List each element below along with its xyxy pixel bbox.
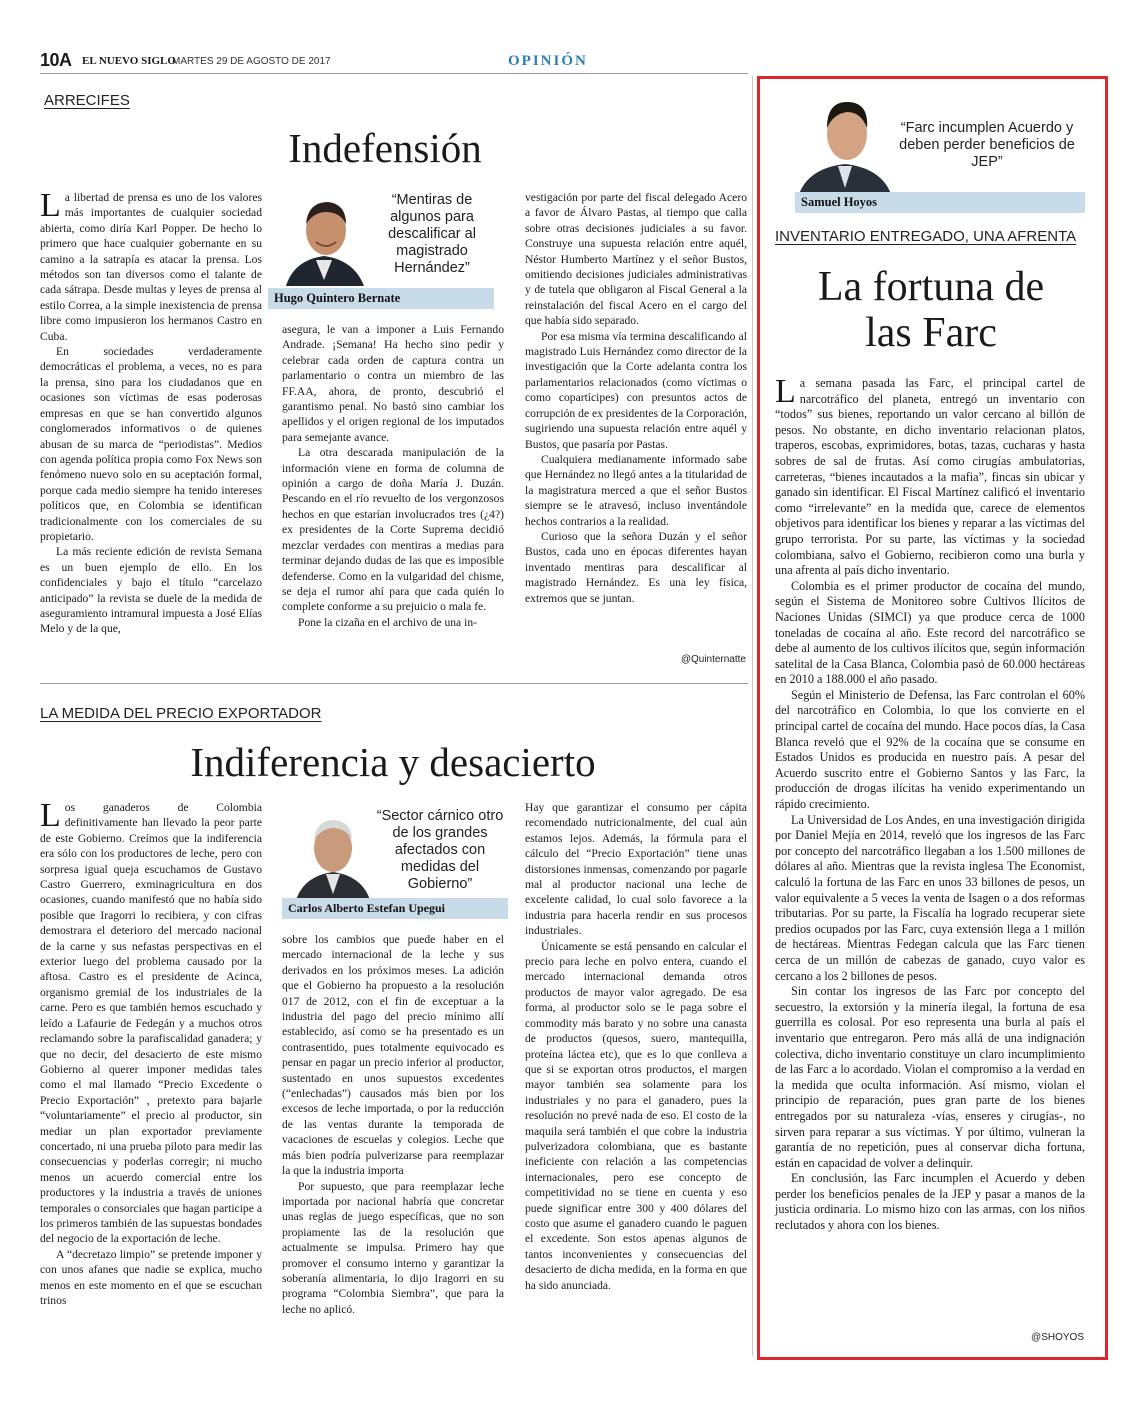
article2-kicker: LA MEDIDA DEL PRECIO EXPORTADOR: [40, 705, 322, 722]
paragraph: Hay que garantizar el consumo per cápita recomendado nutricionalmente, del cual aún estamos lejos. Además, la fórmula para el cálculo del “Precio Exportación” tiene unas distorsiones inmensas, comenzando por pagarle mal al productor nacional una leche de excelente calidad, lo cual solo favorece a la industria para hacerla rendir en sus procesos industriales.: [525, 801, 747, 938]
paragraph: La Universidad de Los Andes, en una investigación dirigida por Daniel Mejía en 2014, reveló que los ingresos de las Farc por concepto del narcotráfico llegaban a los 1.500 millones de dólares al año. Mientras que la revista inglesa The Economist, calculó la fortuna de las Farc en unos 33 billones de pesos, un valor equivalente a 5 veces la venta de Isagen o a dos reformas tributarias. Por su parte, la Fiscalía ha logrado recuperar siete predios ocupados por las Farc, cuya extensión llega a 1 millón de hectáreas. Mientras Fedegan calcula que las Farc tienen cerca de un millón de cabezas de ganado, cuyo valor es cercano a los 2 billones de pesos.: [775, 812, 1085, 983]
paragraph: Únicamente se está pensando en calcular el precio para leche en polvo entera, cuando el mercado internacional demanda otros productos de mayor valor agregado. De esa forma, al productor solo se le paga sobre el commodity más barato y no sobre una canasta de productos (quesos, suero, mantequilla, proteína láctea etc), que es lo que conlleva a que si se exportan otros productos, el margen mayor también sea solamente para los industriales y no para el ganadero, pues la resolución no prevé nada de eso. El costo de la maquila será también el que cobre la industria pulverizadora colombiana, que es bastante ineficiente con relación a las competencias internacionales, pero ese concepto de competitividad no se tiene en cuenta y eso puede significar entre 300 y 400 dólares del costo que asume el ganadero cuando le paguen el excedente. Son estos apenas algunos de tantos inconvenientes y consecuencias del desacierto de dicha medida, en la forma en que ha sido anunciada.: [525, 939, 747, 1292]
article3-title: [768, 264, 1094, 356]
article2-title: Indiferencia y desacierto: [190, 739, 596, 785]
article3-author-box: [795, 92, 1085, 214]
article2-column-3: [525, 800, 747, 1293]
author-photo: [290, 810, 376, 900]
column-divider: [752, 76, 753, 1356]
article1-pull-quote: “Mentiras de algunos para descalificar al magistrado Hernández”: [388, 192, 476, 276]
article3-title-line1: La fortuna de: [817, 264, 1045, 310]
paragraph: A “decretazo limpio” se pretende imponer y con unos afanes que nadie se explica, mucho menos en este momento en el que se escuchan trinos: [40, 1247, 262, 1307]
article3-signature: @SHOYOS: [1031, 1332, 1084, 1343]
article2-author-name: Carlos Alberto Estefan Upegui: [282, 898, 508, 919]
paragraph: Colombia es el primer productor de cocaína del mundo, según el Sistema de Monitoreo sobre Cultivos Ilícitos de Naciones Unidas (SIMCI) ya que produce cerca de 1000 toneladas de cocaína al año. Este record del narcotráfico se debe al aumento de los cultivos ilícitos que, según información satelital de la Casa Blanca, Colombia pasó de 60.000 hectáreas en 2010 a 188.000 el año pasado.: [775, 578, 1085, 687]
paragraph: Pone la cizaña en el archivo de una in-: [298, 615, 477, 629]
paragraph: La semana pasada las Farc, el principal cartel de narcotráfico del planeta, entregó un inventario con “todos” sus bienes, reportando un valor cercano al billón de pesos. No obstante, en dicho inventario relacionan platos, traperos, escobas, exprimidores, botas, tazas, cucharas y hasta sobres de sal de frutas. Así como cirugías ambulatorias, carreteras, “bienes incautados a la mafia”, fincas sin ubicar y ganado sin identificar. El Fiscal Martínez calificó el inventario como “irrelevante” en la medida que, carece de elementos objetivos para identificar los bienes y reparar a las víctimas del grupo terrorista. Por su parte, las víctimas y la sociedad colombiana, salvo el Gobierno, recibieron como una burla y una afrenta al país dicho inventario.: [775, 373, 1085, 578]
paragraph: vestigación por parte del fiscal delegado Acero a favor de Álvaro Pastas, al tiempo que calla sobre otras decisiones judiciales a su favor. Construye una supuesta relación entre aquél, Néstor Humberto Martínez y el señor Bustos, omitiendo decisiones judiciales administrativas y de tutela que obligaron al Fiscal General a la reinstalación del fiscal Acero en el cargo del que había sido separado.: [525, 191, 747, 328]
article1-column-1: [40, 187, 262, 637]
paragraph: Por esa misma vía termina descalificando al magistrado Luis Hernández como director de la investigación que la Corte adelanta contra los parlamentarios relacionados (como víctimas o como copartícipes) con presuntos actos de corrupción de ex presidentes de la Corporación, sugiriendo una supuesta relación entre aquél y Bustos, que pasaría por Pastas.: [525, 329, 747, 451]
header-divider: [40, 73, 748, 74]
article3-pull-quote: “Farc incumplen Acuerdo y deben perder beneficios de JEP”: [899, 120, 1075, 170]
drop-cap: L: [775, 373, 796, 410]
author-photo: [795, 92, 895, 194]
article1-author-name: Hugo Quintero Bernate: [268, 288, 494, 309]
paper-name: EL NUEVO SIGLO: [82, 55, 176, 67]
paragraph: En sociedades verdaderamente democráticas el problema, a veces, no es para la prensa, sino para los ciudadanos que en ocasiones son víctimas de esas poderosas empresas en que se han convertido algunos conglomerados informativos o de quienes abusan de su marca de “periodistas”. Medios con agenda política propia como Fox News son fenómeno nuevo solo en su aceptación formal, porque cada medio siempre ha tenido intereses políticos que, en Colombia se identifican tradicionalmente con los comerciales de su propietario.: [40, 345, 262, 543]
article-divider: [40, 683, 748, 684]
article1-title: Indefensión: [288, 125, 482, 171]
paragraph: Cualquiera medianamente informado sabe que Hernández no llegó antes a la titularidad de la magistratura merced a que el señor Bustos siempre se le atravesó, incluso inventándole hechos contrarios a la realidad.: [525, 452, 747, 528]
paragraph: Según el Ministerio de Defensa, las Farc controlan el 60% del narcotráfico en Colombia, lo que los convierte en el principal cartel de cocaína del mundo. Hace pocos días, la Casa Blanca reveló que el 92% de la cocaína que se consume en Estados Unidos es producida en nuestro país. A pesar del Acuerdo suscrito entre el Gobierno Santos y las Farc, la producción de drogas ilícitas ha venido experimentando un rápido crecimiento.: [775, 687, 1085, 812]
article3-author-name: Samuel Hoyos: [795, 192, 1085, 213]
paragraph: En conclusión, las Farc incumplen el Acuerdo y deben perder los beneficios penales de la JEP y pasar a manos de la justicia ordinaria. Lo mismo hizo con las armas, con los niños reclutados y ahora con los bienes.: [775, 1171, 1085, 1233]
issue-date: MARTES 29 DE AGOSTO DE 2017: [172, 56, 331, 67]
paragraph: Curioso que la señora Duzán y el señor Bustos, cada uno en épocas diferentes hayan inventado mentiras para descalificar al magistrado Hernández. Es una ley física, extremos que se juntan.: [525, 529, 747, 605]
section-title: OPINIÓN: [508, 53, 588, 69]
article3-body: [775, 373, 1085, 1234]
article1-author-box: [268, 188, 496, 308]
drop-cap: L: [40, 797, 61, 834]
drop-cap: L: [40, 187, 61, 224]
article2-pull-quote: “Sector cárnico otro de los grandes afectados con medidas del Gobierno”: [376, 808, 504, 892]
paragraph: La otra descarada manipulación de la información viene en forma de columna de opinión a cargo de doña María J. Duzán. Pescando en el río revuelto de los vergonzosos hechos en que estarían involucrados tres (¿4?) ex presidentes de la Corte Suprema decidió mezclar verdades con mentiras a medias para terminar dejando dudas de las que es imposible defenderse. Como en la vulgaridad del chisme, se deja el rumor ahí para que cada quién lo complete conforme a su prejuicio o mala fe.: [282, 446, 504, 614]
article1-signature: @Quinternatte: [680, 654, 746, 665]
paragraph: Sin contar los ingresos de las Farc por concepto del secuestro, la extorsión y la minería ilegal, la fortuna de esa guerrilla es colosal. Por eso representa una burla al país el inventario que entregaron. Pero más allá de una indignación colectiva, dicho inventario constituye un claro incumplimiento de las Farc a lo acordado. Violan el compromiso a la verdad en la medida que oculta información. Así mismo, violan el principio de reparación, pues gran parte de los bienes entregados por su naturaleza -vías, enseres y cirugías-, no sirven para reparar a sus víctimas. Y por último, vulneran la garantía de no repetición, pues al conservar dicha fortuna, están en capacidad de volver a delinquir.: [775, 984, 1085, 1170]
paragraph: sobre los cambios que puede haber en el mercado internacional de la leche y sus derivados en los próximos meses. La adición que el Gobierno ha propuesto a la resolución 017 de 2012, con el fin de exceptuar a la industria del pago del precio mínimo allí establecido, así como se ha presentado es un contrasentido, pues totalmente equivocado es pensar en pagar un precio inferior al productor, sustentado en unos supuestos excedentes (“enlechadas”) causados más bien por los excesos de leche importada, o por la reducción de las ventas durante la temporada de vacaciones de escuelas y colegios. Leche que más bien podría pulverizarse para reemplazar la que la industria importa: [282, 933, 504, 1178]
article1-kicker: ARRECIFES: [44, 92, 130, 109]
article3-title-line2: las Farc: [865, 310, 997, 356]
article1-column-2: [282, 322, 504, 630]
article1-column-3: [525, 190, 747, 606]
paragraph: La más reciente edición de revista Semana es un buen ejemplo de ello. En los confidenciales y bajo el título “carcelazo anticipado” la revista se duele de la medida de aseguramiento intramural impuesta a José Elías Melo y de la que,: [40, 545, 262, 636]
author-photo: [276, 190, 372, 286]
article3-kicker: INVENTARIO ENTREGADO, UNA AFRENTA: [775, 228, 1077, 245]
paragraph: asegura, le van a imponer a Luis Fernando Andrade. ¡Semana! Ha hecho sino pedir y celebrar cada orden de captura contra un parlamentario o contra un miembro de las FF.AA, ahora, de pronto, descubrió el garantismo penal. No bastó sino cambiar los apellidos y el origen regional de los imputados para semejante avance.: [282, 323, 504, 444]
page-header: [40, 50, 746, 72]
paragraph: Los ganaderos de Colombia definitivamente han llevado la peor parte de este Gobierno. Creímos que la indiferencia era sólo con los productores de leche, pero con sorpresa igual queja escuchamos de Gustavo Castro Guerrero, exminagricultura en dos ocasiones, cuando manifestó que no había sido posible que Iragorri lo recibiera, y con cifras demostrara el deterioro del mercado nacional de la carne y sus nefastas perspectivas en el exterior luego del problema causado por la aftosa. Castro es el presidente de Acinca, organismo gremial de los industriales de la carne. Pero es que también hemos escuchado y leído a Lafaurie de Fedegán y a muchos otros reclamando sobre la parafiscalidad ganadera; y que no decir, del desacierto de este mismo Gobierno al querer imponer medidas tales como el mal llamado “Precio Excedente o Precio Exportación” , pretexto para bajarle “voluntariamente” el precio al productor, sin mediar un plan exportador previamente concertado, ni una prueba piloto para medir las consecuencias y poderlas corregir; ni mucho menos un acuerdo comercial entre los productores y la industria a través de uniones temporales o consorciales que hagan participe a los primeros también de las supuestas bondades del negocio de la exportación de leche.: [40, 797, 262, 1246]
paragraph: La libertad de prensa es uno de los valores más importantes de cualquier sociedad abierta, como diría Karl Popper. De hecho lo primero que hace cualquier gobernante en su camino a la satrapía es atacar la prensa. Los métodos son tan diversos como el talante de cada sátrapa. Desde multas y leyes de prensa al estilo Correa, a la simple inexistencia de prensa libre como impusieron los hermanos Castro en Cuba.: [40, 187, 262, 343]
article2-column-1: [40, 797, 262, 1308]
paragraph: Por supuesto, que para reemplazar leche importada por nacional habría que concretar unas reglas de juego específicas, que no son propiamente las de la resolución que actualmente se impulsa. Primero hay que promover el consumo interno y garantizar la soberanía alimentaria, lo dijo Iragorri en su programa “Colombia Siembra”, que para la leche no aplicó.: [282, 1179, 504, 1316]
article2-author-box: [282, 802, 510, 920]
page-number: 10A: [40, 50, 72, 70]
article2-column-2: [282, 932, 504, 1317]
